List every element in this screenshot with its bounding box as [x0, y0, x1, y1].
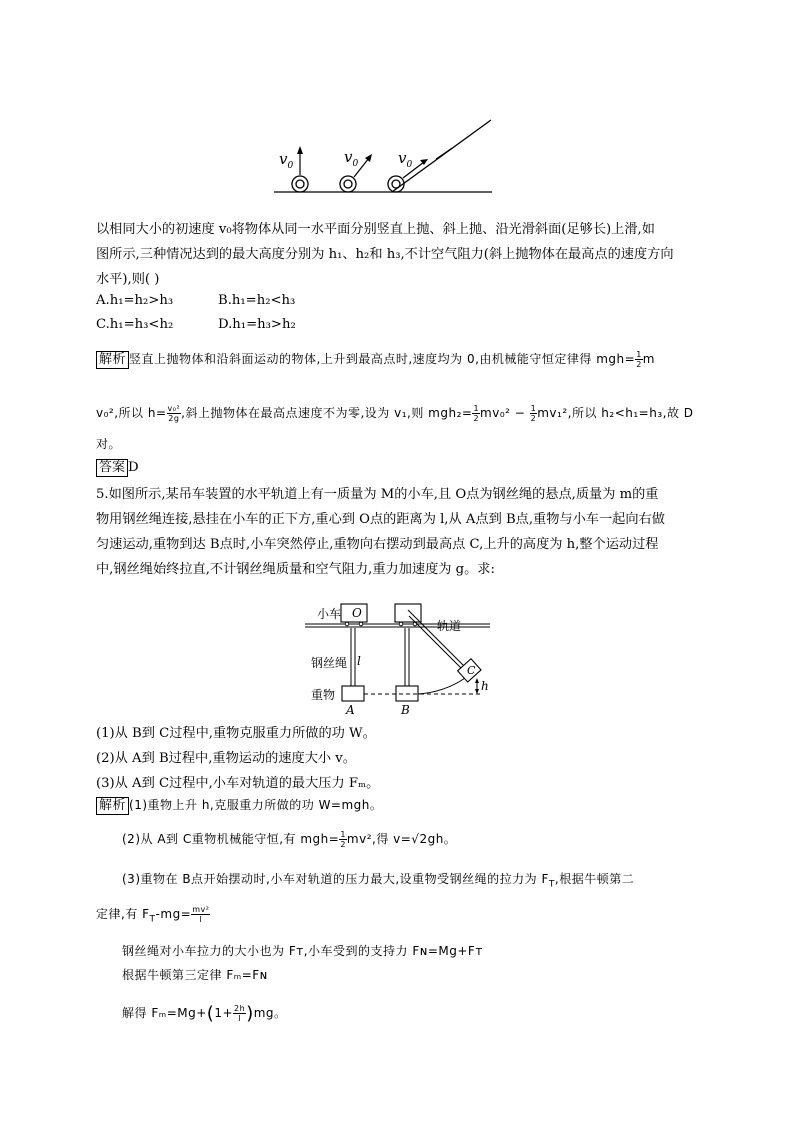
q4-answer: 答案 D — [96, 459, 139, 477]
label-car: 小车 — [317, 607, 342, 621]
q4-stem-line-2: 图所示,三种情况达到的最大高度分别为 h₁、h₂和 h₃,不计空气阻力(斜上抛物体在最高点的速度方向 — [96, 247, 674, 262]
label-track: 轨道 — [437, 619, 462, 633]
projectile-figure — [270, 115, 500, 200]
label-l: l — [357, 654, 361, 668]
q4-option-d: D.h₁=h₃>h₂ — [218, 317, 296, 332]
q4-option-c: C.h₁=h₃<h₂ — [96, 317, 174, 332]
q5-analysis-3: (3)重物在 B点开始摆动时,小车对轨道的压力最大,设重物受钢丝绳的拉力为 $F_T$,根据牛顿第二 — [122, 872, 635, 890]
label-weight: 重物 — [311, 688, 336, 702]
q5-stem-line-1: 5.如图所示,某吊车装置的水平轨道上有一质量为 M的小车,且 O点为钢丝绳的悬点,质量为 m的重 — [96, 487, 659, 502]
label-h: h — [481, 679, 489, 693]
q4-stem-line-3: 水平),则( ) — [96, 272, 160, 287]
q4-option-a: A.h₁=h₂>h₃ — [96, 293, 174, 308]
q5-stem-line-4: 中,钢丝绳始终拉直,不计钢丝绳质量和空气阻力,重力加速度为 g。求: — [96, 562, 495, 577]
q5-analysis-4: 定律,有 $F_T-mg=$ $\frac{\text{mv²}}{l}$ — [96, 905, 210, 925]
q5-analysis-7: 解得 Fₘ=Mg+(1+ $\frac{2h}{l}$ )mg。 — [122, 1003, 287, 1024]
q4-analysis-line-2: v₀²,所以 h= $\frac{\text{v₀²}}{2g}$ ,斜上抛物体在最高点速度不为零,设为 v₁,则 mgh₂= $\frac{1}{2}$ mv₀² − $\frac{1}{2}$ mv₁²,所以 h₂<h₁=h₃,故 D — [96, 404, 694, 423]
q5-analysis-1: 解析 (1)重物上升 h,克服重力所做的功 W=mgh。 — [96, 796, 382, 815]
q5-analysis-5: 钢丝绳对小车拉力的大小也为 Fᴛ,小车受到的支持力 Fɴ=Mg+Fᴛ — [122, 944, 483, 958]
q4-analysis-line-3: 对。 — [96, 437, 122, 451]
answer-tag: 答案 — [96, 459, 128, 477]
analysis-tag: 解析 — [96, 351, 129, 369]
q5-stem-line-2: 物用钢丝绳连接,悬挂在小车的正下方,重心到 O点的距离为 l,从 A点到 B点,重物与小车一起向右做 — [96, 512, 665, 527]
label-wire: 钢丝绳 — [311, 656, 348, 670]
label-B: B — [401, 703, 410, 717]
v0-label-3: $v_0$ — [398, 149, 413, 170]
label-O: O — [352, 606, 362, 620]
q5-sub-3: (3)从 A到 C过程中,小车对轨道的最大压力 Fₘ。 — [96, 776, 380, 791]
v0-label-2: $v_0$ — [344, 148, 359, 169]
label-C: C — [467, 664, 476, 677]
q4-option-b: B.h₁=h₂<h₃ — [218, 293, 296, 308]
q4-stem-line-1: 以相同大小的初速度 v₀将物体从同一水平面分别竖直上抛、斜上抛、沿光滑斜面(足够长)上滑,如 — [96, 222, 655, 237]
analysis-tag: 解析 — [96, 797, 129, 815]
q4-analysis-line-1: 解析 竖直上抛物体和沿斜面运动的物体,上升到最高点时,速度均为 0,由机械能守恒定律得 mgh= $\frac{1}{2}$ m — [96, 350, 655, 369]
label-A: A — [346, 703, 355, 717]
q5-sub-1: (1)从 B到 C过程中,重物克服重力所做的功 W。 — [96, 726, 376, 741]
q5-sub-2: (2)从 A到 B过程中,重物运动的速度大小 v。 — [96, 751, 356, 766]
q5-analysis-6: 根据牛顿第三定律 Fₘ=Fɴ — [122, 968, 268, 982]
q5-stem-line-3: 匀速运动,重物到达 B点时,小车突然停止,重物向右摆动到最高点 C,上升的高度为 h,整个运动过程 — [96, 537, 659, 552]
q5-analysis-2: (2)从 A到 C重物机械能守恒,有 mgh= $\frac{1}{2}$ mv²,得 v=√2gh。 — [122, 830, 457, 849]
v0-label-1: $v_0$ — [279, 150, 294, 171]
